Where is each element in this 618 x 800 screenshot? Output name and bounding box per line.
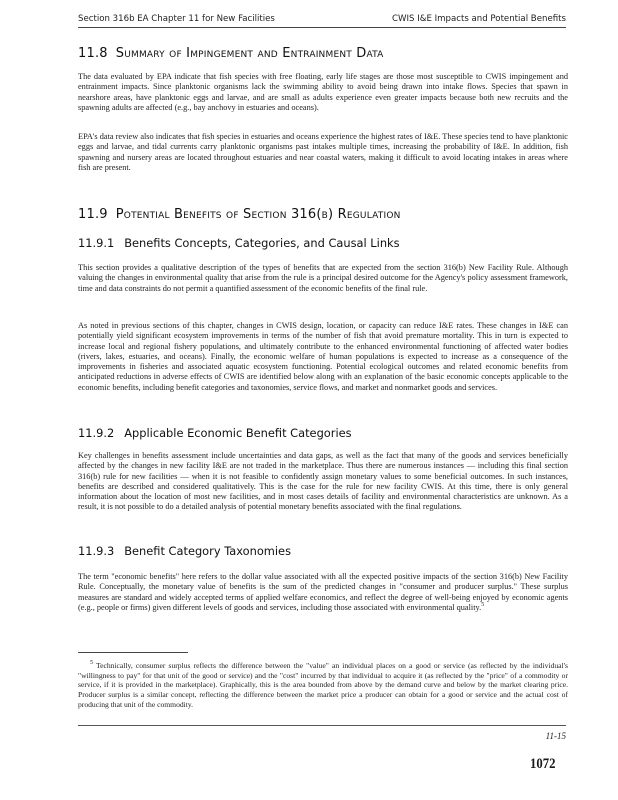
section-heading-11-8: [78, 46, 568, 61]
section-heading-11-9: [78, 207, 568, 222]
subsection-number: 11.9.2: [78, 426, 115, 440]
subsection-title: Benefits Concepts, Categories, and Causal Links: [124, 236, 400, 250]
section-title: Summary of Impingement and Entrainment Data: [115, 46, 384, 61]
subsection-heading-11-9-2: [78, 426, 568, 440]
subsection-title: Applicable Economic Benefit Categories: [124, 426, 352, 440]
footnote-separator: [78, 652, 188, 653]
paragraph-11-9-2-1: Key challenges in benefits assessment include uncertainties and data gaps, as well as the fact that many of the goods and services beneficially affected by the changes in new facility I&E are not traded in the marketplace. Thus there are numerous instances — including this final section 316(b) rule for new facilities — when it is not feasible to confidently assign monetary values to some beneficial outcomes. In such instances, benefits are described and considered qualitatively. This is the case for the rule for new facility CWIS. At this time, there is only general information about the location of most new facilities, and in most cases details of facility and environmental characteristics are unknown. As a result, it is not possible to do a detailed analysis of potential monetary benefits associated with the final regulations.: [78, 451, 568, 512]
paragraph-11-8-1: The data evaluated by EPA indicate that fish species with free floating, early life stages are those most susceptible to CWIS impingement and entrainment impacts. Since planktonic organisms lack the swimming ability to avoid being drawn into intake flows. Species that spawn in nearshore areas, have planktonic eggs and larvae, and are small as adults experience even greater impacts because both new recruits and the spawning adults are affected (e.g., bay anchovy in estuaries and oceans).: [78, 72, 568, 112]
subsection-number: 11.9.3: [78, 544, 115, 558]
subsection-number: 11.9.1: [78, 236, 115, 250]
page-number: 11-15: [545, 731, 566, 741]
footnote: $^5$ Technically, consumer surplus reflects the difference between the "value" an individual places on a good or service (as reflected by the individual's "willingness to pay" for that unit of the good or service) and the "cost" incurred by that individual to acquire it (as reflected by the "price" of a commodity or service, if it is provided in the marketplace). Graphically, this is the area bounded from above by the demand curve and below by the market clearing price. Producer surplus is a similar concept, reflecting the difference between the market price a producer can obtain for a good or service and the actual cost of producing that unit of the commodity.: [78, 660, 568, 709]
section-number: 11.8: [78, 46, 108, 61]
paragraph-text: The term "economic benefits" here refers to the dollar value associated with all the expected positive impacts of the section 316(b) New Facility Rule. Conceptually, the monetary value of benefits is the sum of the predicted changes in "consumer and producer surplus." These surplus measures are standard and widely accepted terms of applied welfare economics, and reflect the degree of well-being enjoyed by economic agents (e.g., people or firms) given different levels of goods and services, including those associated with environmental quality.: [78, 572, 568, 612]
subsection-heading-11-9-3: [78, 544, 568, 558]
footnote-text: Technically, consumer surplus reflects the difference between the "value" an individual places on a good or service (as reflected by the individual's "willingness to pay" for that unit of the good or service) and the "cost" incurred by that individual to acquire it (as reflected by the "price" of a commodity or service, if it is provided in the marketplace). Graphically, this is the area bounded from above by the demand curve and below by the market clearing price. Producer surplus is a similar concept, reflecting the difference between the market price a producer can obtain for a good or service and the actual cost of producing that unit of the commodity.: [78, 661, 568, 709]
subsection-heading-11-9-1: [78, 236, 568, 250]
header-left: Section 316b EA Chapter 11 for New Facilities: [78, 14, 275, 24]
section-title: Potential Benefits of Section 316(b) Regulation: [115, 207, 401, 222]
paragraph-11-9-1-1: This section provides a qualitative description of the types of benefits that are expected from the section 316(b) New Facility Rule. Although valuing the changes in environmental quality that arise from the rule is a principal desired outcome for the Agency's policy assessment framework, time and data constraints do not permit a quantified assessment of the economic benefits of the final rule.: [78, 263, 568, 293]
running-header: [78, 14, 566, 28]
header-right: CWIS I&E Impacts and Potential Benefits: [391, 14, 566, 24]
footer-rule: [78, 725, 566, 726]
subsection-title: Benefit Category Taxonomies: [124, 544, 291, 558]
footnote-reference: 5: [481, 602, 485, 609]
paragraph-11-8-2: EPA's data review also indicates that fish species in estuaries and oceans experience the highest rates of I&E. These species tend to have planktonic eggs and larvae, and tidal currents carry planktonic organisms past intakes multiple times, increasing the probability of I&E. In addition, fish spawning and nursery areas are located throughout estuaries and near coastal waters, making it difficult to avoid locating intakes in areas where fish are present.: [78, 132, 568, 172]
paragraph-11-9-3-1: [78, 572, 568, 613]
page-stamp: 1072: [530, 756, 556, 772]
section-number: 11.9: [78, 207, 108, 222]
paragraph-11-9-1-2: As noted in previous sections of this chapter, changes in CWIS design, location, or capacity can reduce I&E rates. These changes in I&E can potentially yield significant ecosystem improvements in terms of the number of fish that avoid premature mortality. This in turn is expected to increase local and regional fishery populations, and ultimately contribute to the enhanced environmental functioning of affected water bodies (rivers, lakes, estuaries, and oceans). Finally, the economic welfare of human populations is expected to increase as a consequence of the improvements in fisheries and associated aquatic ecosystem functioning. Potential ecological outcomes and related economic benefits from anticipated reductions in adverse effects of CWIS are identified below along with an explanation of the basic economic concepts applicable to the economic benefits, including benefit categories and taxonomies, service flows, and market and nonmarket goods and services.: [78, 321, 568, 392]
